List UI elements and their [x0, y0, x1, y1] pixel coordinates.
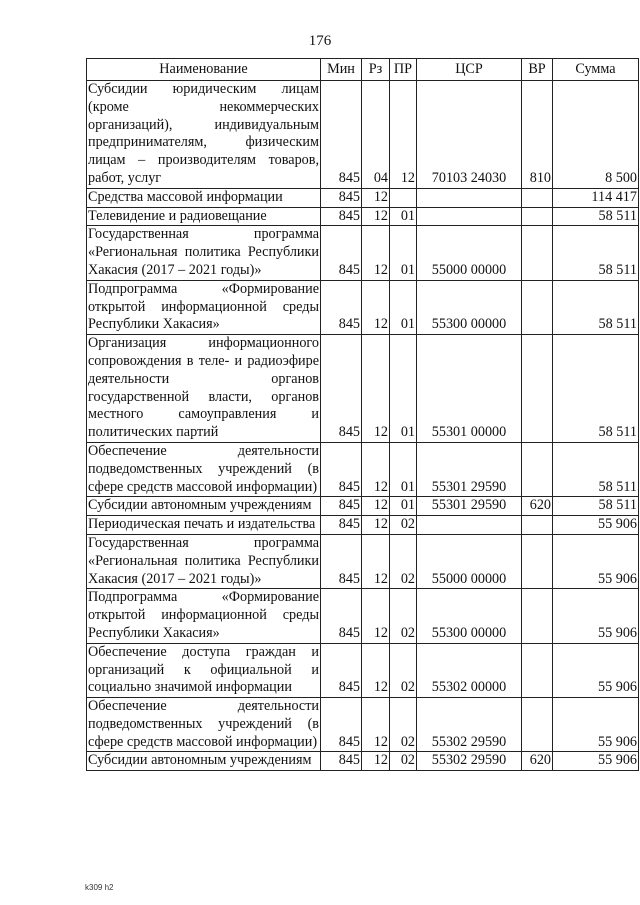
- cell-sum: 55 906: [553, 534, 639, 588]
- cell-sum: 58 511: [553, 280, 639, 334]
- header-sum: Сумма: [553, 59, 639, 81]
- cell-vr: [522, 589, 553, 643]
- cell-name: Государственная программа «Региональная политика Республики Хакасия (2017 – 2021 годы)»: [87, 226, 321, 280]
- cell-name: Телевидение и радиовещание: [87, 207, 321, 226]
- cell-name: Обеспечение деятельности подведомственных учреждений (в сфере средств массовой информации): [87, 442, 321, 496]
- cell-sum: 58 511: [553, 335, 639, 443]
- cell-sum: 8 500: [553, 81, 639, 189]
- cell-sum: 58 511: [553, 442, 639, 496]
- cell-rz: 12: [362, 442, 390, 496]
- cell-min: 845: [321, 442, 362, 496]
- header-rz: Рз: [362, 59, 390, 81]
- cell-csr: 55000 00000: [417, 226, 522, 280]
- cell-name: Государственная программа «Региональная политика Республики Хакасия (2017 – 2021 годы)»: [87, 534, 321, 588]
- cell-pr: 02: [390, 534, 417, 588]
- cell-rz: 12: [362, 516, 390, 535]
- cell-vr: 810: [522, 81, 553, 189]
- cell-sum: 55 906: [553, 516, 639, 535]
- cell-min: 845: [321, 207, 362, 226]
- cell-csr: 55301 29590: [417, 442, 522, 496]
- cell-min: 845: [321, 516, 362, 535]
- cell-vr: [522, 516, 553, 535]
- table-row: [87, 81, 639, 189]
- table-header-row: [87, 59, 639, 81]
- cell-rz: 12: [362, 280, 390, 334]
- table-row: [87, 534, 639, 588]
- table-row: [87, 335, 639, 443]
- cell-min: 845: [321, 81, 362, 189]
- cell-min: 845: [321, 188, 362, 207]
- cell-rz: 12: [362, 589, 390, 643]
- cell-sum: 58 511: [553, 226, 639, 280]
- cell-sum: 114 417: [553, 188, 639, 207]
- footer-code: k309 h2: [85, 883, 114, 892]
- cell-vr: [522, 335, 553, 443]
- cell-sum: 58 511: [553, 207, 639, 226]
- table-row: [87, 497, 639, 516]
- cell-pr: 02: [390, 643, 417, 697]
- cell-rz: 04: [362, 81, 390, 189]
- table-row: [87, 442, 639, 496]
- cell-rz: 12: [362, 752, 390, 771]
- cell-min: 845: [321, 534, 362, 588]
- cell-min: 845: [321, 643, 362, 697]
- cell-csr: 55000 00000: [417, 534, 522, 588]
- cell-csr: 70103 24030: [417, 81, 522, 189]
- cell-name: Подпрограмма «Формирование открытой информационной среды Республики Хакасия»: [87, 589, 321, 643]
- cell-min: 845: [321, 497, 362, 516]
- cell-sum: 55 906: [553, 698, 639, 752]
- cell-name: Обеспечение деятельности подведомственных учреждений (в сфере средств массовой информации): [87, 698, 321, 752]
- cell-vr: [522, 643, 553, 697]
- cell-name: Субсидии юридическим лицам (кроме некоммерческих организаций), индивидуальным предпринимателям, физическим лицам – производителям товаров, работ, услуг: [87, 81, 321, 189]
- cell-sum: 55 906: [553, 643, 639, 697]
- cell-pr: 01: [390, 280, 417, 334]
- table-row: [87, 280, 639, 334]
- cell-csr: 55302 29590: [417, 698, 522, 752]
- cell-pr: 02: [390, 698, 417, 752]
- table-body: [87, 81, 639, 771]
- header-csr: ЦСР: [417, 59, 522, 81]
- cell-pr: 02: [390, 516, 417, 535]
- cell-rz: 12: [362, 226, 390, 280]
- cell-csr: [417, 188, 522, 207]
- cell-name: Организация информационного сопровождения в теле- и радиоэфире деятельности органов государственной власти, органов местного самоуправления и политических партий: [87, 335, 321, 443]
- cell-vr: [522, 442, 553, 496]
- page-number: 176: [308, 33, 332, 49]
- cell-csr: 55302 29590: [417, 752, 522, 771]
- cell-pr: 12: [390, 81, 417, 189]
- budget-table: [86, 58, 639, 771]
- table-row: [87, 207, 639, 226]
- table-row: [87, 589, 639, 643]
- cell-pr: 01: [390, 207, 417, 226]
- cell-csr: 55300 00000: [417, 280, 522, 334]
- cell-min: 845: [321, 752, 362, 771]
- cell-pr: [390, 188, 417, 207]
- cell-name: Субсидии автономным учреждениям: [87, 497, 321, 516]
- cell-name: Обеспечение доступа граждан и организаций к официальной и социально значимой информации: [87, 643, 321, 697]
- table-row: [87, 752, 639, 771]
- header-pr: ПР: [390, 59, 417, 81]
- cell-pr: 01: [390, 226, 417, 280]
- cell-rz: 12: [362, 698, 390, 752]
- cell-name: Подпрограмма «Формирование открытой информационной среды Республики Хакасия»: [87, 280, 321, 334]
- cell-rz: 12: [362, 534, 390, 588]
- cell-vr: 620: [522, 752, 553, 771]
- cell-min: 845: [321, 589, 362, 643]
- cell-csr: 55301 29590: [417, 497, 522, 516]
- cell-vr: [522, 698, 553, 752]
- cell-rz: 12: [362, 188, 390, 207]
- header-name: Наименование: [87, 59, 321, 81]
- cell-rz: 12: [362, 497, 390, 516]
- cell-pr: 01: [390, 335, 417, 443]
- cell-pr: 01: [390, 497, 417, 516]
- cell-pr: 01: [390, 442, 417, 496]
- cell-csr: 55300 00000: [417, 589, 522, 643]
- cell-min: 845: [321, 698, 362, 752]
- cell-vr: [522, 280, 553, 334]
- cell-pr: 02: [390, 752, 417, 771]
- cell-vr: [522, 226, 553, 280]
- cell-vr: [522, 188, 553, 207]
- header-vr: ВР: [522, 59, 553, 81]
- table-row: [87, 698, 639, 752]
- cell-min: 845: [321, 226, 362, 280]
- cell-vr: [522, 534, 553, 588]
- cell-name: Субсидии автономным учреждениям: [87, 752, 321, 771]
- table-row: [87, 226, 639, 280]
- cell-min: 845: [321, 280, 362, 334]
- cell-csr: 55301 00000: [417, 335, 522, 443]
- cell-rz: 12: [362, 207, 390, 226]
- table-row: [87, 188, 639, 207]
- cell-csr: 55302 00000: [417, 643, 522, 697]
- cell-vr: 620: [522, 497, 553, 516]
- cell-sum: 55 906: [553, 589, 639, 643]
- cell-name: Средства массовой информации: [87, 188, 321, 207]
- cell-csr: [417, 207, 522, 226]
- cell-vr: [522, 207, 553, 226]
- cell-csr: [417, 516, 522, 535]
- cell-pr: 02: [390, 589, 417, 643]
- cell-sum: 55 906: [553, 752, 639, 771]
- cell-sum: 58 511: [553, 497, 639, 516]
- cell-name: Периодическая печать и издательства: [87, 516, 321, 535]
- header-min: Мин: [321, 59, 362, 81]
- cell-min: 845: [321, 335, 362, 443]
- cell-rz: 12: [362, 643, 390, 697]
- table-row: [87, 643, 639, 697]
- table-row: [87, 516, 639, 535]
- cell-rz: 12: [362, 335, 390, 443]
